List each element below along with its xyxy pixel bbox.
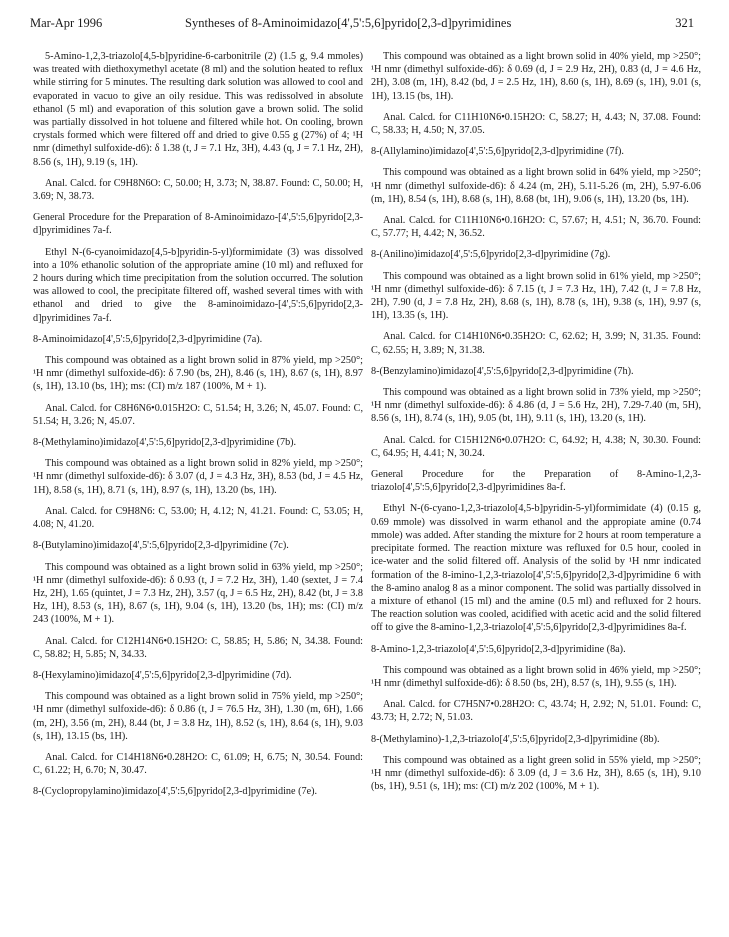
paragraph: Anal. Calcd. for C14H18N6•0.28H2O: C, 61.09; H, 6.75; N, 30.54. Found: C, 61.22; H, 6.70; N, 30.47. [33, 751, 363, 777]
paragraph: Anal. Calcd. for C8H6N6•0.015H2O: C, 51.54; H, 3.26; N, 45.07. Found: C, 51.54; H, 3.26; N, 45.07. [33, 402, 363, 427]
paragraph: This compound was obtained as a light brown solid in 61% yield, mp >250°; ¹H nmr (dimethyl sulfoxide-d6): δ 7.15 (t, J = 7.3 Hz, 1H), 7.42 (t, J = 7.8 Hz, 2H), 7.90 (d, J = 7.8 Hz, 2H), 8.68 (s, 1H), 8.78 (s, 1H), 9.38 (s, 1H), 9.97 (s, 1H), 13.35 (s, 1H). [371, 270, 701, 322]
paragraph: This compound was obtained as a light green solid in 55% yield, mp >250°; ¹H nmr (dimethyl sulfoxide-d6): δ 3.09 (d, J = 3.6 Hz, 3H), 8.65 (s, 1H), 9.10 (bs, 1H), 9.51 (s, 1H); ms: (CI) m/z 202 (100%, M + 1). [371, 754, 701, 793]
paragraph: Ethyl N-(6-cyano-1,2,3-triazolo[4,5-b]pyridin-5-yl)formimidate (4) (0.15 g, 0.69 mmole) was dissolved in warm ethanol and the appropiate amine (0.74 mmole) was added. After standing the mixture for 2 hours at room temperature a precipitate formed. The reaction mixture was refluxed for 0.5 hour, cooled in ice-water and the solid filtered off. Analysis of the solid by ¹H nmr indicated formation of the 8-imino-1,2,3-triazolo[4',5':5,6]pyrido[2,3-d]pyrimidine 6 with the 8-amino analog 8 as a minor component. The solid was partially dissolved in a mixture of ethanol (15 ml) and the amine (0.5 ml) and refluxed for 2 hours. The reaction solution was cooled, acidified with acetic acid and the solid filtered off to give the 8-amino-1,2,3-triazolo[4',5':5,6]pyrido[2,3-d]pyrimidines 8a-f. [371, 503, 701, 634]
paragraph: This compound was obtained as a light brown solid in 87% yield, mp >250°; ¹H nmr (dimethyl sulfoxide-d6): δ 7.90 (bs, 2H), 8.46 (s, 1H), 8.67 (s, 1H), 8.97 (s, 1H), 13.10 (bs, 1H); ms: (CI) m/z 187 (100%, M + 1). [33, 355, 363, 393]
section-heading: 8-(Butylamino)imidazo[4',5':5,6]pyrido[2,3-d]pyrimidine (7c). [33, 540, 289, 552]
section-heading: General Procedure for the Preparation of 8-Amino-1,2,3-triazolo[4',5':5,6]pyrido[2,3-d]pyrimidines 8a-f. [371, 469, 701, 494]
paragraph: Anal. Calcd. for C9H8N6: C, 53.00; H, 4.12; N, 41.21. Found: C, 53.05; H, 4.08; N, 41.20. [33, 505, 363, 531]
journal-date: Mar-Apr 1996 [30, 16, 103, 30]
section-heading: 8-Aminoimidazo[4',5':5,6]pyrido[2,3-d]pyrimidine (7a). [33, 333, 263, 345]
paragraph: This compound was obtained as a light brown solid in 40% yield, mp >250°; ¹H nmr (dimethyl sulfoxide-d6): δ 0.69 (d, J = 2.9 Hz, 2H), 0.83 (d, J = 4.6 Hz, 2H), 3.08 (m, 1H), 8.42 (bd, J = 2.5 Hz, 1H), 8.60 (s, 1H), 8.69 (s, 1H), 9.01 (s, 1H), 13.15 (bs, 1H). [371, 51, 701, 102]
section-heading: 8-(Methylamino)imidazo[4',5':5,6]pyrido[2,3-d]pyrimidine (7b). [33, 437, 297, 449]
paragraph: This compound was obtained as a light brown solid in 64% yield, mp >250°; ¹H nmr (dimethyl sulfoxide-d6): δ 4.24 (m, 2H), 5.11-5.26 (m, 2H), 5.97-6.06 (m, 1H), 8.54 (s, 1H), 8.68 (s, 1H), 8.68 (bt, 1H), 9.06 (s, 1H), 13.20 (bs, 1H). [371, 167, 701, 205]
paragraph: Anal. Calcd. for C14H10N6•0.35H2O: C, 62.62; H, 3.99; N, 31.35. Found: C, 62.55; H, 3.89; N, 31.38. [371, 331, 701, 356]
paragraph: 5-Amino-1,2,3-triazolo[4,5-b]pyridine-6-carbonitrile (2) (1.5 g, 9.4 mmoles) was treated with diethoxymethyl acetate (8 ml) and the solution heated to reflux while stirring for 5 minutes. The resulting dark solution was allowed to cool and evaporated in vacuo to give an oily residue. This was redissolved in absolute ethanol (5 ml) and evaporation of this solution gave a brown solid. The solid was partially dissolved in hot toluene and filtered while hot. On cooling, brown crystals formed which were filtered off and dried to give 0.55 g (27%) of 4; ¹H nmr (dimethyl sulfoxide-d6): δ 1.38 (t, J = 7.1 Hz, 3H), 4.43 (q, J = 7.1 Hz, 2H), 8.56 (s, 1H), 9.19 (s, 1H). [33, 51, 363, 168]
paragraph: This compound was obtained as a light brown solid in 82% yield, mp >250°; ¹H nmr (dimethyl sulfoxide-d6): δ 3.07 (d, J = 4.3 Hz, 3H), 8.53 (bd, J = 4.5 Hz, 1H), 8.58 (s, 1H), 8.71 (s, 1H), 8.97 (s, 1H), 13.20 (bs, 1H). [33, 458, 363, 496]
paragraph: This compound was obtained as a light brown solid in 63% yield, mp >250°; ¹H nmr (dimethyl sulfoxide-d6): δ 0.93 (t, J = 7.2 Hz, 3H), 1.40 (sextet, J = 7.4 Hz, 2H), 1.65 (quintet, J = 7.3 Hz, 2H), 3.57 (q, J = 6.5 Hz, 2H), 8.42 (bt, J = 3.8 Hz, 1H), 8.53 (s, 1H), 8.67 (s, 1H), 9.04 (s, 1H), 13.20 (bs, 1H); ms: (CI) m/z 243 (100%, M + 1). [33, 561, 363, 626]
paragraph: Anal. Calcd. for C15H12N6•0.07H2O: C, 64.92; H, 4.38; N, 30.30. Found: C, 64.95; H, 4.41; N, 30.24. [371, 434, 701, 459]
section-heading: 8-(Anilino)imidazo[4',5':5,6]pyrido[2,3-d]pyrimidine (7g). [371, 249, 611, 261]
page-header [30, 16, 694, 36]
paragraph: This compound was obtained as a light brown solid in 46% yield, mp >250°; ¹H nmr (dimethyl sulfoxide-d6): δ 8.50 (bs, 2H), 8.57 (s, 1H), 9.55 (s, 1H). [371, 664, 701, 689]
paragraph: Ethyl N-(6-cyanoimidazo[4,5-b]pyridin-5-yl)formimidate (3) was dissolved into a 10% ethanolic solution of the appropriate amine (10 ml) and refluxed for 2 hours during which time precipitation from the solution occurred. The solution was allowed to cool, the precipitate filtered off, washed several times with with ethanol and dried to give the 8-aminoimidazo-[4',5':5,6]pyrido[2,3-d]pyrimidines 7a-f. [33, 246, 363, 324]
page-number: 321 [675, 16, 694, 30]
section-heading: 8-(Allylamino)imidazo[4',5':5,6]pyrido[2,3-d]pyrimidine (7f). [371, 146, 624, 158]
running-title: Syntheses of 8-Aminoimidazo[4',5':5,6]pyrido[2,3-d]pyrimidines [185, 16, 512, 30]
section-heading: 8-(Hexylamino)imidazo[4',5':5,6]pyrido[2,3-d]pyrimidine (7d). [33, 669, 292, 681]
paragraph: This compound was obtained as a light brown solid in 75% yield, mp >250°; ¹H nmr (dimethyl sulfoxide-d6): δ 0.86 (t, J = 76.5 Hz, 3H), 1.30 (m, 6H), 1.66 (m, 2H), 3.56 (m, 2H), 8.44 (bt, J = 3.8 Hz, 1H), 8.52 (s, 1H), 8.64 (s, 1H), 9.03 (s, 1H), 13.15 (bs, 1H). [33, 691, 363, 742]
paragraph: Anal. Calcd. for C11H10N6•0.15H2O: C, 58.27; H, 4.43; N, 37.08. Found: C, 58.33; H, 4.50; N, 37.05. [371, 111, 701, 137]
paragraph: Anal. Calcd. for C9H8N6O: C, 50.00; H, 3.73; N, 38.87. Found: C, 50.00; H, 3.69; N, 38.73. [33, 177, 363, 203]
section-heading: 8-(Benzylamino)imidazo[4',5':5,6]pyrido[2,3-d]pyrimidine (7h). [371, 365, 634, 377]
paragraph: Anal. Calcd. for C12H14N6•0.15H2O: C, 58.85; H, 5.86; N, 34.38. Found: C, 58.82; H, 5.85; N, 34.33. [33, 635, 363, 660]
left-column [33, 50, 363, 807]
section-heading: General Procedure for the Preparation of 8-Aminoimidazo-[4',5':5,6]pyrido[2,3-d]pyrimidines 7a-f. [33, 212, 363, 237]
right-column [371, 50, 701, 801]
section-heading: 8-(Methylamino)-1,2,3-triazolo[4',5':5,6]pyrido[2,3-d]pyrimidine (8b). [371, 733, 660, 745]
paragraph: Anal. Calcd. for C11H10N6•0.16H2O: C, 57.67; H, 4.51; N, 36.70. Found: C, 57.77; H, 4.42; N, 36.52. [371, 215, 701, 240]
paragraph: This compound was obtained as a light brown solid in 73% yield, mp >250°; ¹H nmr (dimethyl sulfoxide-d6): δ 4.86 (d, J = 5.6 Hz, 2H), 7.29-7.40 (m, 5H), 8.56 (s, 1H), 8.74 (s, 1H), 9.05 (bt, 1H), 9.11 (s, 1H), 13.20 (s, 1H). [371, 387, 701, 425]
section-heading: 8-(Cyclopropylamino)imidazo[4',5':5,6]pyrido[2,3-d]pyrimidine (7e). [33, 786, 318, 798]
section-heading: 8-Amino-1,2,3-triazolo[4',5':5,6]pyrido[2,3-d]pyrimidine (8a). [371, 643, 626, 655]
paragraph: Anal. Calcd. for C7H5N7•0.28H2O: C, 43.74; H, 2.92; N, 51.01. Found: C, 43.73; H, 2.72; N, 51.03. [371, 699, 701, 724]
